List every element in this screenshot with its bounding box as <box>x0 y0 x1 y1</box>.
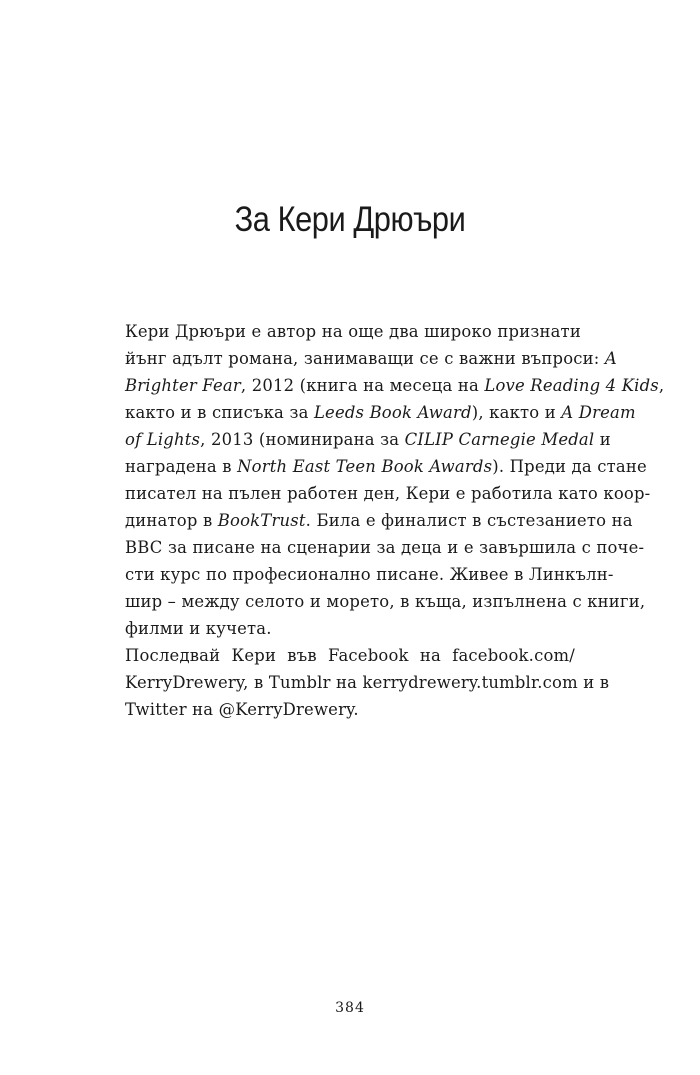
italic-title: Love Reading 4 Kids <box>484 376 659 395</box>
text-line: сти курс по професионално писане. Живее в Линкълн- <box>125 565 614 584</box>
author-bio <box>125 318 665 723</box>
italic-title: BookTrust <box>217 511 306 530</box>
text-span: . Била е финалист в състезанието на <box>305 511 633 530</box>
text-line: KerryDrewery, в Tumblr на kerrydrewery.tumblr.com и в <box>125 673 610 692</box>
text-span: динатор в <box>125 511 218 530</box>
text-line: Последвай Кери във Facebook на facebook.com/ <box>125 646 575 665</box>
text-line <box>125 507 633 534</box>
text-span: ). Преди да стане <box>492 457 647 476</box>
text-line <box>125 345 617 372</box>
italic-title: Leeds Book Award <box>313 403 472 422</box>
italic-title: of Lights <box>125 430 201 449</box>
text-line: писател на пълен работен ден, Кери е работила като коор- <box>125 484 651 503</box>
text-line <box>125 426 611 453</box>
text-span: , 2012 (книга на месеца на <box>240 376 485 395</box>
text-span: , <box>658 376 665 395</box>
text-line: филми и кучета. <box>125 619 272 638</box>
text-span: Кери Дрюъри е автор на още два широко признати <box>125 322 581 341</box>
text-span: както и в списъка за <box>125 403 314 422</box>
chapter-title: За Кери Дрюъри <box>234 200 466 239</box>
text-span: наградена в <box>125 457 238 476</box>
bio-paragraph <box>125 318 665 642</box>
italic-title: Brighter Fear <box>125 376 241 395</box>
page-number: 384 <box>335 1000 365 1016</box>
text-span: , 2013 (номинирана за <box>200 430 405 449</box>
text-span: и <box>594 430 611 449</box>
text-line: шир – между селото и морето, в къща, изпълнена с книги, <box>125 592 646 611</box>
italic-title: A Dream <box>561 403 636 422</box>
text-line <box>125 318 581 345</box>
text-line: Twitter на @KerryDrewery. <box>125 700 359 719</box>
text-line: BBC за писане на сценарии за деца и е завършила с поче- <box>125 538 645 557</box>
italic-title: A <box>604 349 617 368</box>
text-span: ), както и <box>471 403 562 422</box>
text-line <box>125 453 647 480</box>
text-line <box>125 399 636 426</box>
italic-title: North East Teen Book Awards <box>237 457 493 476</box>
text-line <box>125 372 665 399</box>
italic-title: CILIP Carnegie Medal <box>404 430 595 449</box>
text-span: йънг адълт романа, занимаващи се с важни въпроси: <box>125 349 600 368</box>
social-paragraph <box>125 642 610 723</box>
